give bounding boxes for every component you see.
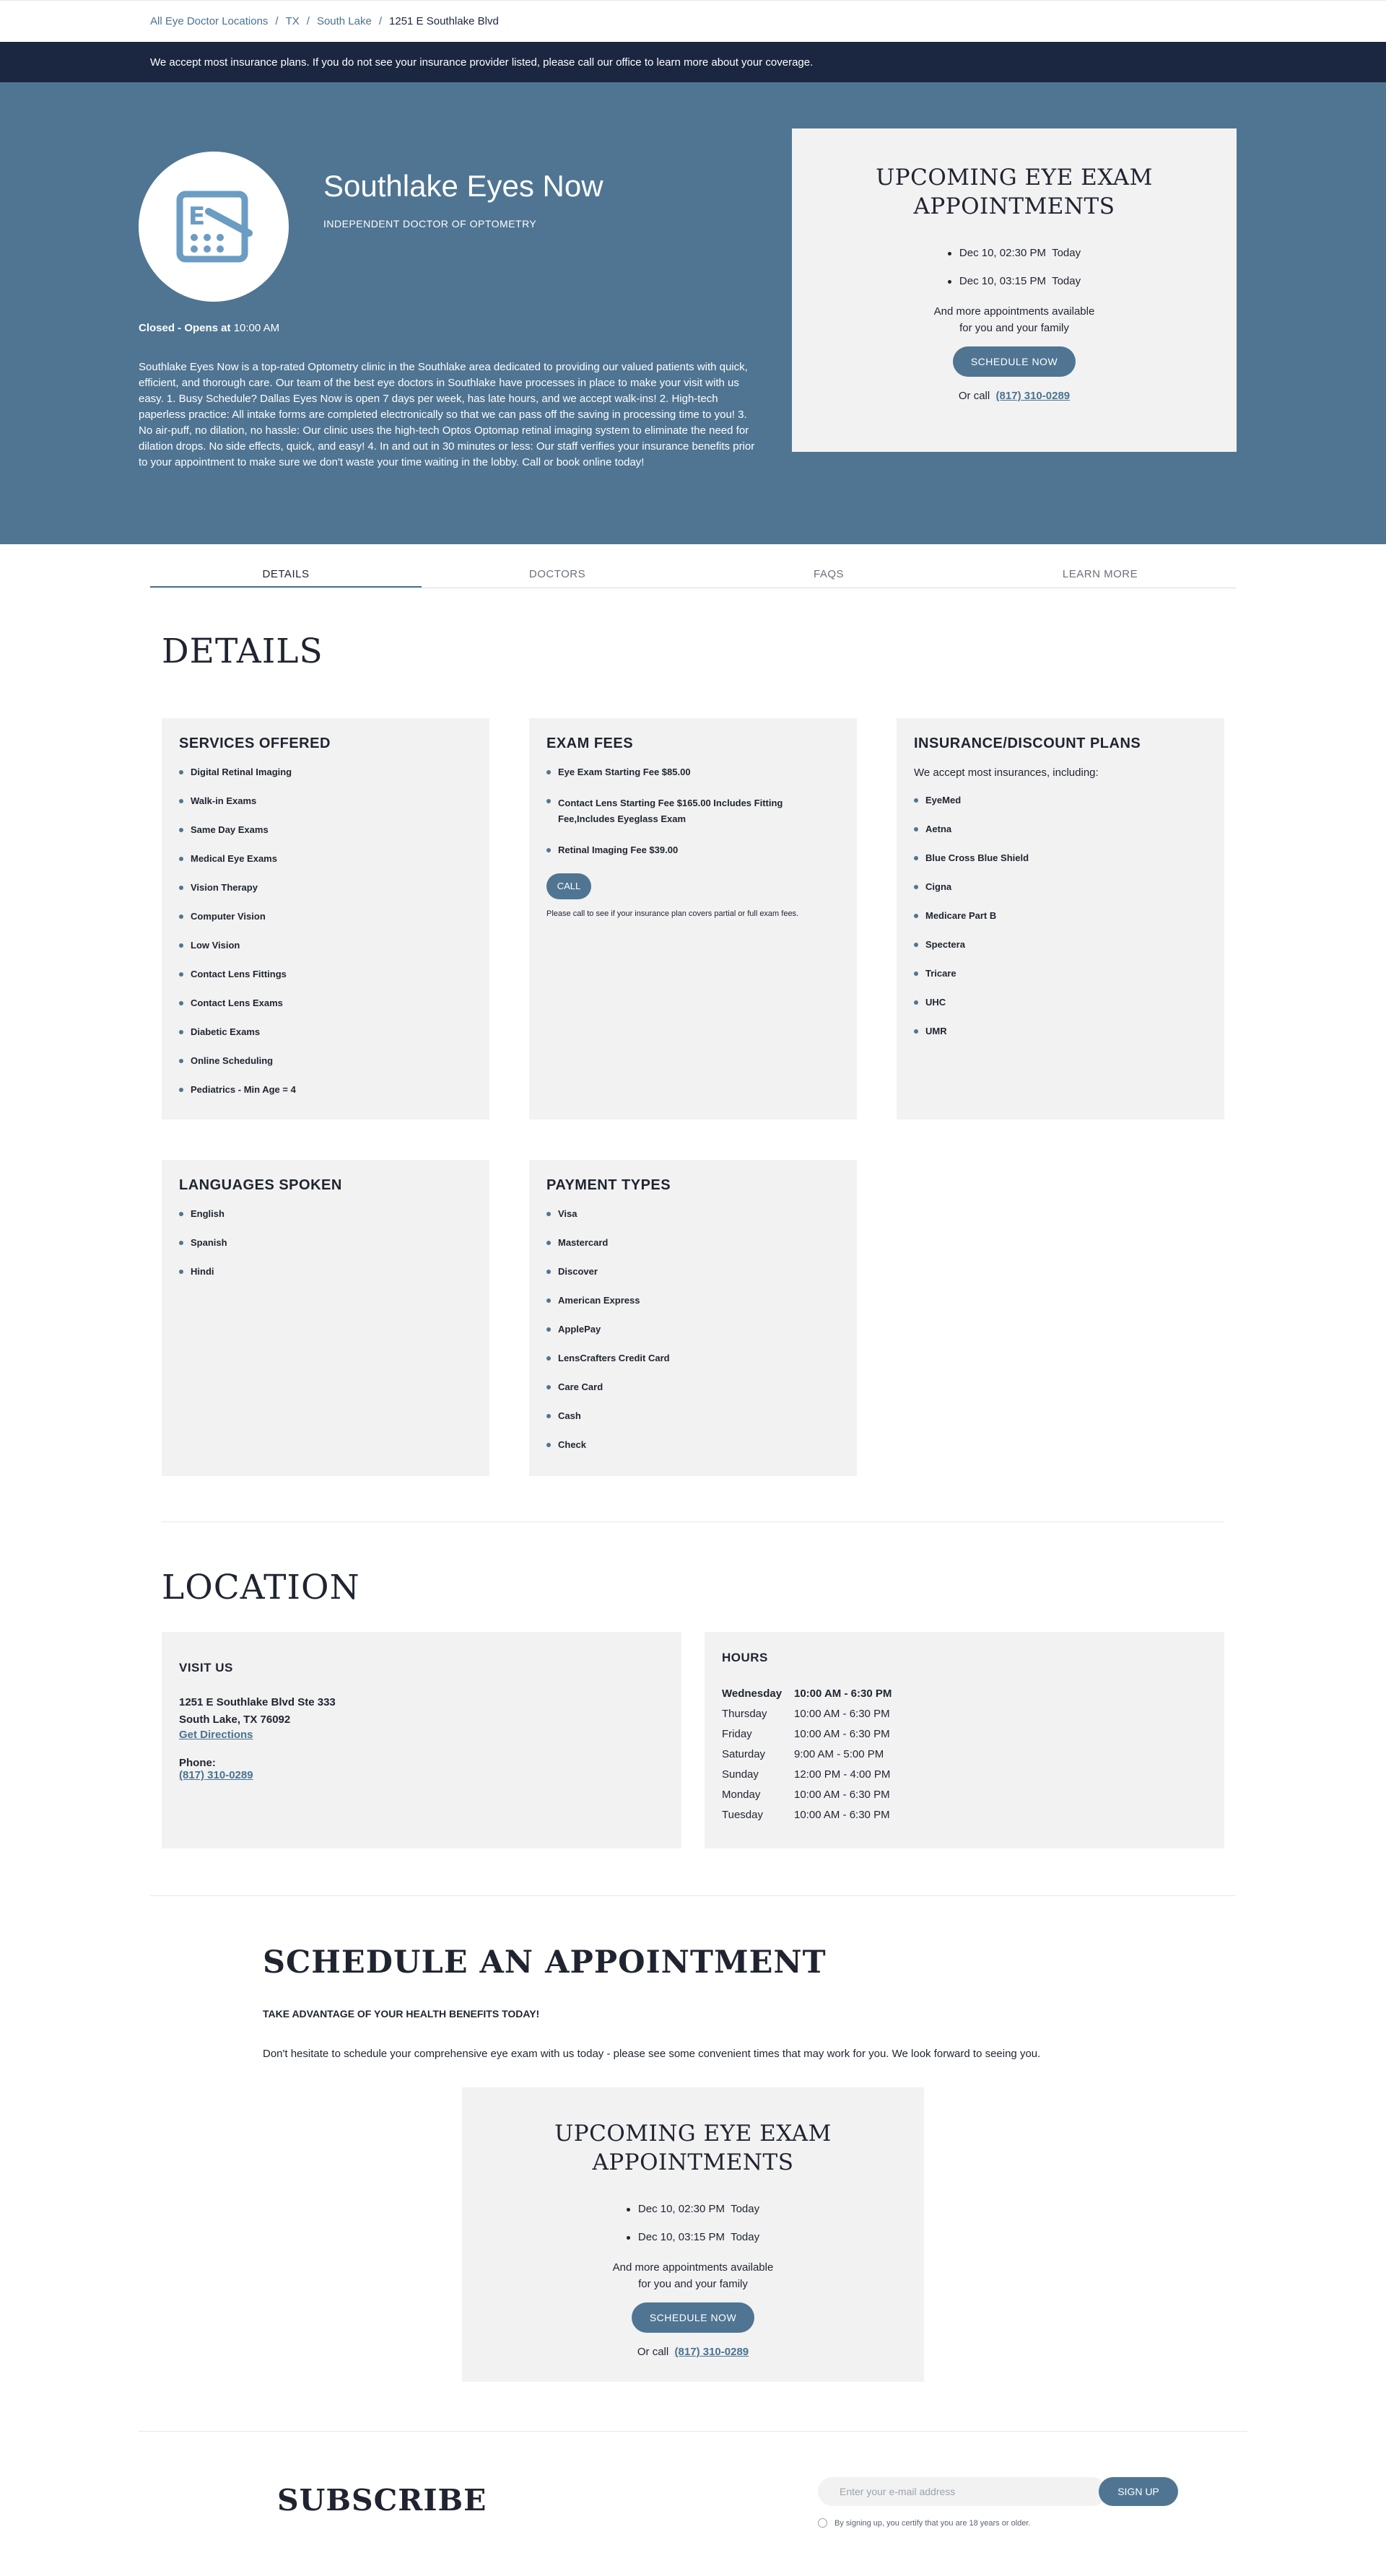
list-item: Eye Exam Starting Fee $85.00 — [546, 767, 840, 778]
hours-row: Tuesday 10:00 AM - 6:30 PM — [722, 1809, 890, 1821]
languages-list — [179, 1208, 472, 1278]
list-item: UHC — [914, 997, 1207, 1008]
list-item: Low Vision — [179, 940, 472, 951]
phone-link[interactable]: (817) 310-0289 — [674, 2346, 749, 2358]
hours-title: HOURS — [722, 1651, 768, 1664]
divider — [162, 1521, 1224, 1522]
schedule-tagline: TAKE ADVANTAGE OF YOUR HEALTH BENEFITS TODAY! — [263, 2008, 540, 2020]
tab-faqs[interactable]: FAQS — [813, 568, 844, 580]
details-heading: DETAILS — [162, 632, 323, 671]
languages-card — [162, 1160, 489, 1476]
list-item: Contact Lens Starting Fee $165.00 Includes Fitting Fee,Includes Eyeglass Exam — [546, 795, 840, 827]
breadcrumb: All Eye Doctor Locations / TX / South Lake / 1251 E Southlake Blvd — [0, 0, 1386, 42]
payment-types-list — [546, 1208, 840, 1451]
list-item: UMR — [914, 1026, 1207, 1037]
hours-card — [705, 1632, 1224, 1848]
list-item: Aetna — [914, 824, 1207, 835]
practice-logo — [139, 152, 289, 302]
practice-description: Southlake Eyes Now is a top-rated Optometry clinic in the Southlake area dedicated to providing our valued patients with quick, efficient, and thorough care. Our team of the best eye doctors in Southlake have processes in place to make your visit with us easy. 1. Busy Schedule? Dallas Eyes Now is open 7 days per week, has late hours, and we accept walk-ins! 2. High-tech paperless practice: All intake forms are completed electronically so that we can pass off the saving in processing time to you! 3. No air-puff, no dilation, no hassle: Our clinic uses the high-tech Optos Optomap retinal imaging system to eliminate the need for dilation drops. No side effects, quick, and easy! 4. In and out in 30 minutes or less: Our staff verifies your insurance benefits prior to your appointment to make sure we don't waste your time waiting in the lobby. Call or book online today! — [139, 361, 755, 468]
list-item: Digital Retinal Imaging — [179, 767, 472, 778]
email-input[interactable] — [818, 2477, 1107, 2506]
divider — [139, 2431, 1247, 2432]
more-appointments-text: And more appointments available for you and your family — [933, 305, 1095, 334]
list-item: Check — [546, 1439, 840, 1451]
hours-row: Friday 10:00 AM - 6:30 PM — [722, 1728, 890, 1740]
visit-us-title: VISIT US — [179, 1661, 233, 1675]
breadcrumb-state[interactable]: TX — [285, 15, 300, 27]
list-item: Diabetic Exams — [179, 1026, 472, 1038]
phone-label: Phone: — [179, 1757, 216, 1769]
list-item: Medicare Part B — [914, 910, 1207, 922]
list-item: Pediatrics - Min Age = 4 — [179, 1084, 472, 1096]
appointments-title: UPCOMING EYE EXAM APPOINTMENTS — [876, 165, 1153, 219]
list-item: Spanish — [179, 1237, 472, 1249]
appointment-slot[interactable]: Dec 10, 02:30 PM Today — [627, 2203, 759, 2215]
breadcrumb-all-locations[interactable]: All Eye Doctor Locations — [150, 15, 269, 27]
hero-section — [0, 82, 1386, 544]
list-item: EyeMed — [914, 795, 1207, 806]
list-item: Computer Vision — [179, 911, 472, 922]
list-item: Same Day Exams — [179, 824, 472, 836]
consent-checkbox[interactable] — [818, 2518, 827, 2528]
status-time: 10:00 AM — [233, 322, 280, 334]
insurance-notice-banner: We accept most insurance plans. If you do not see your insurance provider listed, please call our office to learn more about your coverage. — [0, 42, 1386, 82]
list-item: Online Scheduling — [179, 1055, 472, 1067]
list-item: Walk-in Exams — [179, 795, 472, 807]
svg-text:E: E — [188, 202, 206, 231]
breadcrumb-current: 1251 E Southlake Blvd — [389, 15, 499, 27]
appointments-title: UPCOMING EYE EXAM APPOINTMENTS — [554, 2121, 832, 2175]
payment-types-title: PAYMENT TYPES — [546, 1177, 671, 1193]
consent-text: By signing up, you certify that you are 18 years or older. — [834, 2518, 1031, 2528]
list-item: Contact Lens Fittings — [179, 969, 472, 980]
practice-name: Southlake Eyes Now — [323, 169, 603, 203]
list-item: Contact Lens Exams — [179, 997, 472, 1009]
insurance-card — [897, 718, 1224, 1119]
hours-row: Saturday 9:00 AM - 5:00 PM — [722, 1748, 884, 1760]
status-label: Closed - Opens at — [139, 322, 231, 334]
more-appointments-text: And more appointments available for you and your family — [612, 2261, 774, 2290]
appointment-slots — [627, 2203, 759, 2259]
location-heading: LOCATION — [162, 1568, 360, 1607]
list-item: Vision Therapy — [179, 882, 472, 894]
age-consent — [818, 2518, 1030, 2528]
list-item: ApplePay — [546, 1324, 840, 1335]
languages-title: LANGUAGES SPOKEN — [179, 1177, 342, 1193]
open-status — [139, 322, 279, 334]
schedule-appointments-card — [462, 2087, 924, 2382]
list-item: American Express — [546, 1295, 840, 1306]
schedule-now-button[interactable]: SCHEDULE NOW — [953, 346, 1076, 377]
list-item: LensCrafters Credit Card — [546, 1353, 840, 1364]
tab-doctors[interactable]: DOCTORS — [528, 568, 586, 580]
list-item: Spectera — [914, 939, 1207, 951]
list-item: Cash — [546, 1410, 840, 1422]
list-item: English — [179, 1208, 472, 1220]
schedule-text: Don't hesitate to schedule your comprehensive eye exam with us today - please see some convenient times that may work for you. We look forward to seeing you. — [263, 2048, 1041, 2060]
exam-fees-title: EXAM FEES — [546, 735, 634, 751]
practice-subtitle: INDEPENDENT DOCTOR OF OPTOMETRY — [323, 218, 537, 230]
insurance-list — [914, 795, 1207, 1037]
list-item: Care Card — [546, 1381, 840, 1393]
appointment-slot[interactable]: Dec 10, 03:15 PM Today — [627, 2231, 759, 2243]
services-list — [179, 767, 472, 1096]
list-item: Retinal Imaging Fee $39.00 — [546, 844, 840, 856]
tab-learn-more[interactable]: LEARN MORE — [1062, 568, 1138, 580]
exam-fees-list — [546, 767, 840, 856]
eye-chart-icon — [174, 187, 253, 266]
services-title: SERVICES OFFERED — [179, 735, 331, 751]
list-item: Mastercard — [546, 1237, 840, 1249]
appointment-slot[interactable]: Dec 10, 02:30 PM Today — [948, 247, 1081, 259]
list-item: Medical Eye Exams — [179, 853, 472, 865]
hours-row: Thursday 10:00 AM - 6:30 PM — [722, 1708, 890, 1720]
or-call-text: Or call (817) 310-0289 — [958, 390, 1071, 402]
fees-note: Please call to see if your insurance plan covers partial or full exam fees. — [546, 909, 799, 918]
hours-row: Wednesday 10:00 AM - 6:30 PM — [722, 1688, 892, 1700]
or-call-text: Or call (817) 310-0289 — [637, 2346, 749, 2358]
upcoming-appointments-card — [792, 128, 1237, 452]
sign-up-button[interactable]: SIGN UP — [1099, 2477, 1178, 2506]
call-button[interactable]: CALL — [546, 873, 591, 899]
hours-row: Sunday 12:00 PM - 4:00 PM — [722, 1768, 891, 1781]
breadcrumb-city[interactable]: South Lake — [316, 15, 372, 27]
tab-details[interactable]: DETAILS — [150, 568, 422, 588]
address: 1251 E Southlake Blvd Ste 333 South Lake, TX 76092 — [179, 1696, 336, 1726]
subscribe-heading: SUBSCRIBE — [277, 2483, 487, 2518]
appointment-slot[interactable]: Dec 10, 03:15 PM Today — [948, 275, 1081, 287]
services-card — [162, 718, 489, 1119]
appointment-slots — [948, 247, 1081, 303]
list-item: Blue Cross Blue Shield — [914, 852, 1207, 864]
insurance-intro: We accept most insurances, including: — [914, 767, 1099, 779]
location-phone-link[interactable]: (817) 310-0289 — [179, 1769, 253, 1781]
phone-link[interactable]: (817) 310-0289 — [995, 390, 1071, 402]
section-tabs — [150, 568, 1236, 588]
payment-types-card — [529, 1160, 857, 1476]
hours-list — [722, 1684, 1207, 1825]
exam-fees-card — [529, 718, 857, 1119]
visit-us-card — [162, 1632, 681, 1848]
schedule-heading: SCHEDULE AN APPOINTMENT — [263, 1944, 827, 1981]
list-item: Hindi — [179, 1266, 472, 1278]
list-item: Tricare — [914, 968, 1207, 979]
divider — [150, 1895, 1236, 1896]
list-item: Cigna — [914, 881, 1207, 893]
insurance-title: INSURANCE/DISCOUNT PLANS — [914, 735, 1141, 751]
get-directions-link[interactable]: Get Directions — [179, 1729, 253, 1741]
list-item: Visa — [546, 1208, 840, 1220]
list-item: Discover — [546, 1266, 840, 1278]
schedule-now-button[interactable]: SCHEDULE NOW — [632, 2302, 754, 2333]
hours-row: Monday 10:00 AM - 6:30 PM — [722, 1789, 890, 1801]
